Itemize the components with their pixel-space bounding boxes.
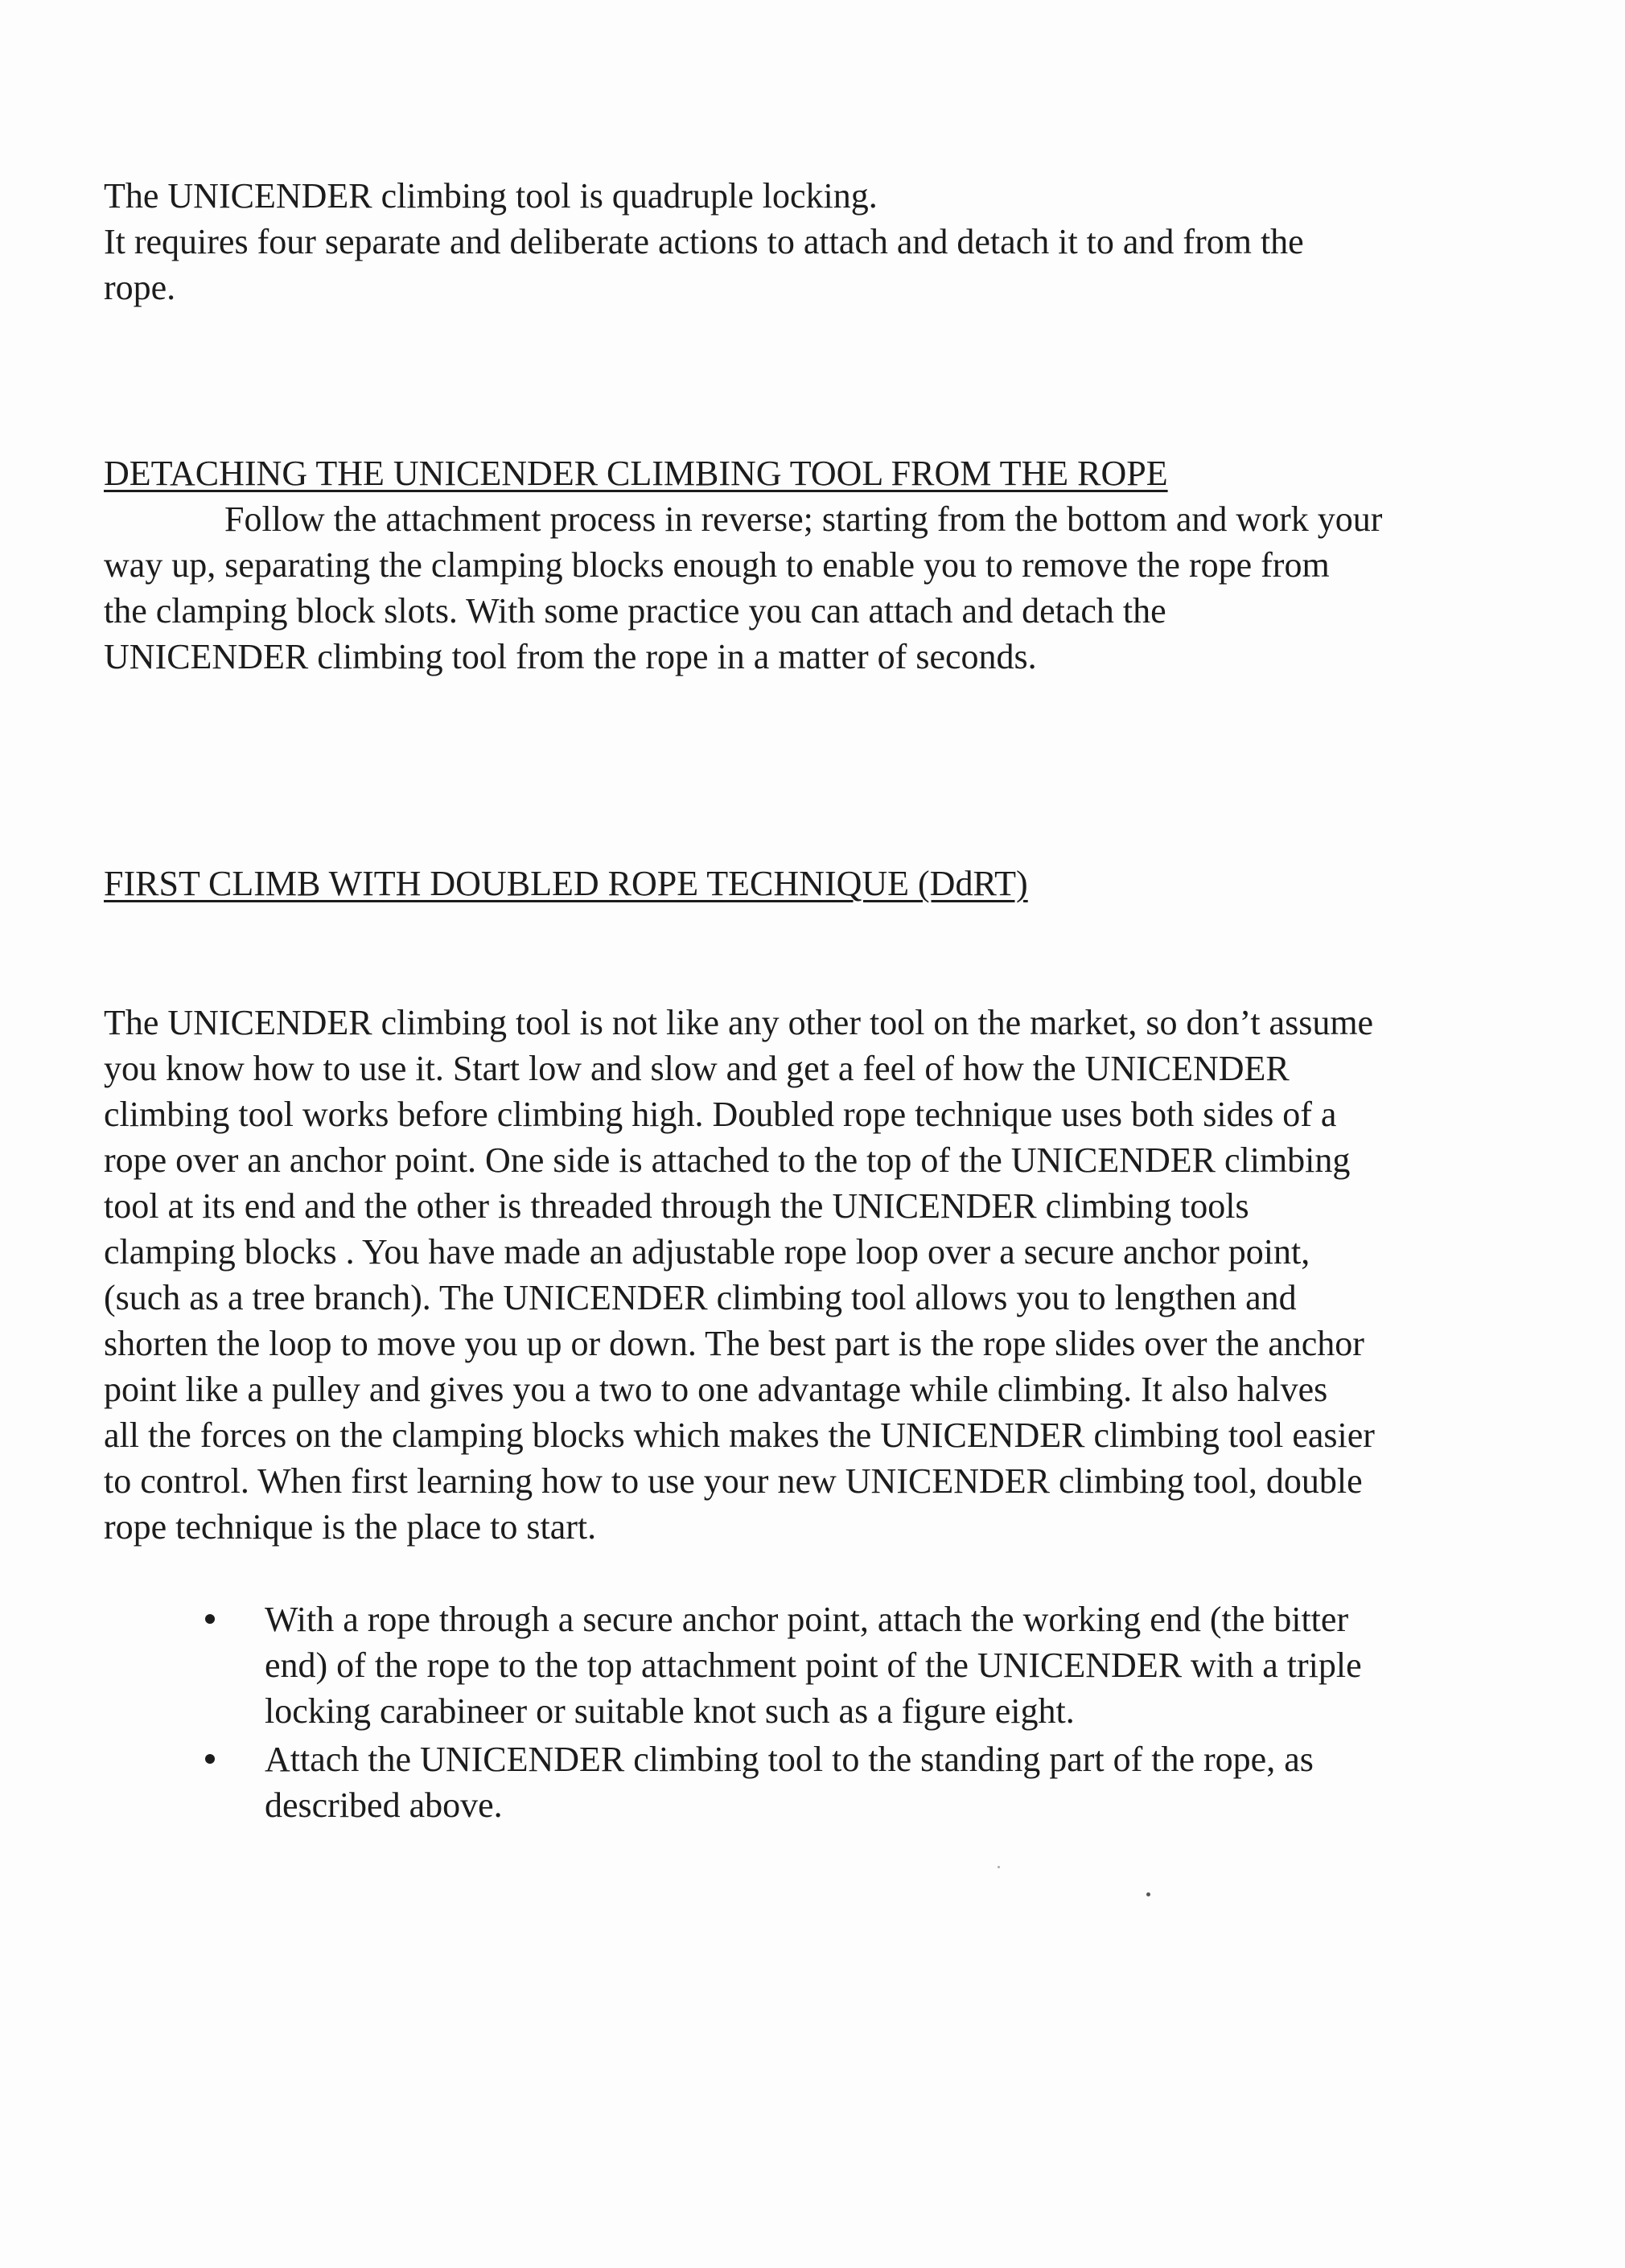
- detaching-line: the clamping block slots. With some practice you can attach and detach the: [104, 591, 1166, 631]
- detaching-line: way up, separating the clamping blocks enough to enable you to remove the rope from: [104, 545, 1330, 585]
- bullet-line: described above.: [265, 1785, 503, 1825]
- first-climb-line: tool at its end and the other is threaded through the UNICENDER climbing tools: [104, 1186, 1249, 1226]
- first-climb-line: point like a pulley and gives you a two to one advantage while climbing. It also halves: [104, 1370, 1328, 1409]
- first-climb-line: climbing tool works before climbing high. Doubled rope technique uses both sides of a: [104, 1095, 1337, 1134]
- intro-paragraph: [104, 173, 1552, 310]
- bullet-item: [104, 1736, 1552, 1828]
- first-climb-line: clamping blocks . You have made an adjustable rope loop over a secure anchor point,: [104, 1232, 1310, 1272]
- bullet-line: Attach the UNICENDER climbing tool to the standing part of the rope, as: [265, 1740, 1314, 1779]
- first-climb-paragraph: [104, 1000, 1552, 1550]
- first-climb-line: you know how to use it. Start low and slow and get a feel of how the UNICENDER: [104, 1049, 1290, 1088]
- first-climb-line: all the forces on the clamping blocks which makes the UNICENDER climbing tool easier: [104, 1415, 1375, 1455]
- scan-speck: [1146, 1892, 1150, 1896]
- first-climb-line: rope technique is the place to start.: [104, 1507, 597, 1547]
- bullet-item: [104, 1596, 1552, 1734]
- bullet-dot-icon: [205, 1614, 215, 1624]
- detaching-paragraph: [104, 496, 1552, 680]
- intro-line: It requires four separate and deliberate actions to attach and detach it to and from the: [104, 222, 1304, 261]
- bullet-dot-icon: [205, 1754, 215, 1764]
- bullet-line: locking carabineer or suitable knot such as a figure eight.: [265, 1691, 1075, 1731]
- first-climb-line: shorten the loop to move you up or down. The best part is the rope slides over the anchor: [104, 1324, 1364, 1363]
- intro-line: rope.: [104, 268, 176, 307]
- first-climb-line: The UNICENDER climbing tool is not like any other tool on the market, so don’t assume: [104, 1003, 1374, 1042]
- first-climb-line: (such as a tree branch). The UNICENDER climbing tool allows you to lengthen and: [104, 1278, 1297, 1317]
- intro-line: The UNICENDER climbing tool is quadruple locking.: [104, 176, 878, 216]
- bullet-line: With a rope through a secure anchor point, attach the working end (the bitter: [265, 1600, 1349, 1639]
- detaching-heading: DETACHING THE UNICENDER CLIMBING TOOL FROM THE ROPE: [104, 454, 1168, 493]
- first-climb-line: rope over an anchor point. One side is attached to the top of the UNICENDER climbing: [104, 1140, 1351, 1180]
- bullet-line: end) of the rope to the top attachment point of the UNICENDER with a triple: [265, 1646, 1362, 1685]
- first-climb-line: to control. When first learning how to use your new UNICENDER climbing tool, double: [104, 1461, 1363, 1501]
- instruction-bullet-list: [104, 1596, 1552, 1830]
- first-climb-heading: FIRST CLIMB WITH DOUBLED ROPE TECHNIQUE (DdRT): [104, 864, 1028, 903]
- scan-speck: [998, 1866, 1000, 1868]
- detaching-line: UNICENDER climbing tool from the rope in a matter of seconds.: [104, 637, 1037, 676]
- detaching-line: Follow the attachment process in reverse; starting from the bottom and work your: [224, 499, 1383, 539]
